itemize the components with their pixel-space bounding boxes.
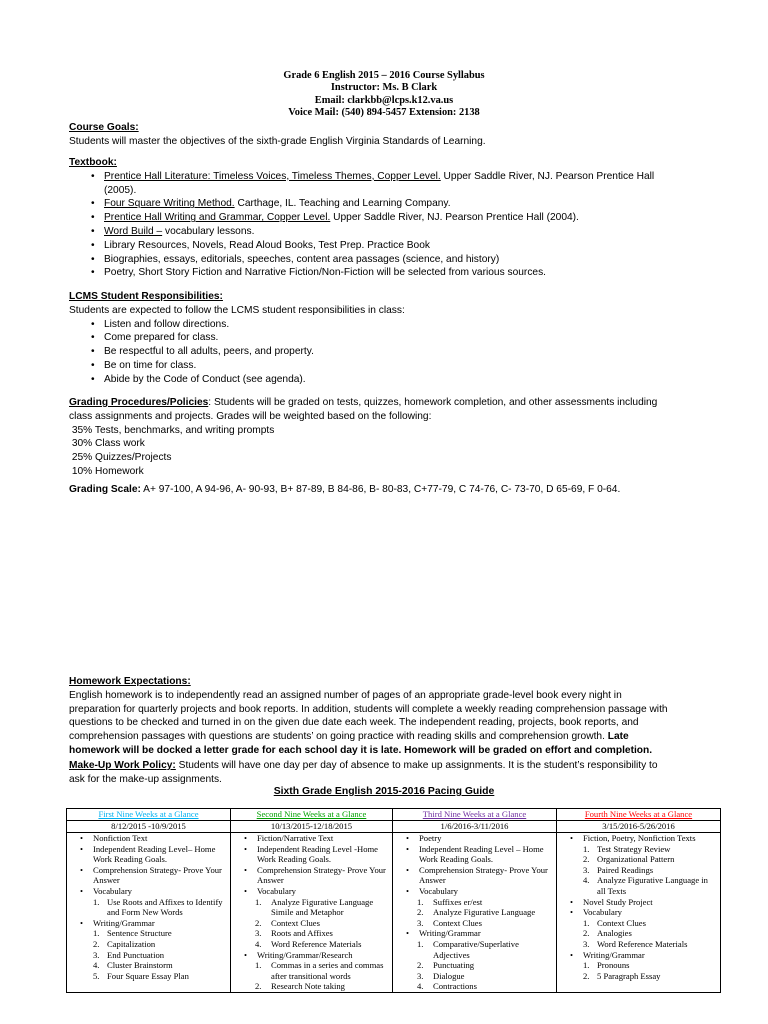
- topic-text: Independent Reading Level – Home Work Reading Goals.: [419, 843, 544, 865]
- list-item: [233, 897, 390, 918]
- item-number: 3.: [93, 949, 100, 960]
- book-details: Upper Saddle River, NJ. Pearson Prentice Hall (2004).: [330, 212, 579, 224]
- item-number: 1.: [93, 928, 100, 939]
- quarter-topics: [67, 833, 231, 993]
- list-item: [233, 886, 390, 897]
- textbook-section: [69, 156, 719, 280]
- list-item: [559, 907, 718, 918]
- item-number: 1.: [255, 960, 262, 971]
- grading-weight: 30% Class work: [69, 438, 145, 450]
- makeup-text: Students will have one day per day of absence to make up assignments. It is the student’s responsibility to: [175, 760, 658, 771]
- grading-weight: 35% Tests, benchmarks, and writing prompts: [69, 424, 275, 436]
- voicemail-line: Voice Mail: (540) 894-5457 Extension: 2138: [288, 107, 480, 118]
- list-item: [395, 907, 554, 918]
- list-item: [69, 197, 719, 211]
- quarter-dates: 3/15/2016-5/26/2016: [557, 821, 721, 833]
- book-title: Four Square Writing Method.: [104, 198, 235, 210]
- topic-text: Analyze Figurative Language in all Texts: [597, 875, 708, 896]
- homework-text: preparation for quarterly projects and book reports. In addition, students will complete a weekly reading comprehension passage with: [69, 703, 668, 715]
- topic-text: Word Reference Materials: [271, 938, 362, 949]
- grading-scale-values: A+ 97-100, A 94-96, A- 90-93, B+ 87-89, B 84-86, B- 80-83, C+77-79, C 74-76, C- 73-70, D 65-69, F 0-64.: [140, 484, 621, 495]
- topic-text: Roots and Affixes: [271, 928, 333, 939]
- list-item: [395, 833, 554, 844]
- item-number: 4.: [583, 875, 590, 886]
- list-item: [69, 844, 228, 865]
- topic-text: Writing/Grammar: [583, 949, 645, 960]
- topic-text: Vocabulary: [257, 885, 296, 896]
- list-item: [69, 266, 719, 280]
- item-number: 2.: [255, 981, 262, 992]
- pacing-guide-table: [66, 808, 721, 993]
- item-number: 2.: [417, 960, 424, 971]
- item-number: 1.: [583, 960, 590, 971]
- item-number: 4.: [255, 938, 262, 949]
- list-item: [395, 960, 554, 971]
- topic-text: 5 Paragraph Essay: [597, 970, 661, 981]
- list-item: [395, 886, 554, 897]
- quarter-topics: [393, 833, 557, 993]
- list-item: [395, 918, 554, 929]
- item-number: 2.: [417, 907, 424, 918]
- topic-text: Suffixes er/est: [433, 896, 483, 907]
- quarter-heading-text: Fourth Nine Weeks at a Glance: [584, 809, 693, 819]
- item-number: 2.: [583, 854, 590, 865]
- book-details: Carthage, IL. Teaching and Learning Company.: [234, 198, 451, 210]
- list-item: [559, 865, 718, 876]
- book-details: Library Resources, Novels, Read Aloud Books, Test Prep. Practice Book: [104, 239, 430, 251]
- pacing-guide-title: Sixth Grade English 2015-2016 Pacing Guide: [273, 786, 495, 797]
- topic-text: Cluster Brainstorm: [107, 960, 173, 971]
- book-details: vocabulary lessons.: [162, 225, 255, 237]
- topic-text: Dialogue: [433, 970, 465, 981]
- book-details: Poetry, Short Story Fiction and Narrative Fiction/Non-Fiction will be selected from various sources.: [104, 267, 547, 279]
- topic-text: End Punctuation: [107, 949, 165, 960]
- topic-text: Capitalization: [107, 938, 156, 949]
- topic-text: Independent Reading Level– Home Work Reading Goals.: [93, 843, 216, 865]
- quarter-heading-third: [393, 809, 557, 821]
- list-item: [559, 897, 718, 908]
- makeup-section: [69, 759, 719, 787]
- homework-heading: Homework Expectations:: [69, 676, 191, 687]
- list-item: • Come prepared for class.: [69, 331, 719, 345]
- instructor-line: Instructor: Ms. B Clark: [330, 82, 438, 93]
- topic-text: Writing/Grammar: [419, 928, 481, 939]
- item-number: 2.: [583, 928, 590, 939]
- grading-heading: Grading Procedures/Policies: [69, 397, 209, 408]
- list-item: [233, 833, 390, 844]
- list-item: [69, 960, 228, 971]
- item-number: 3.: [583, 864, 590, 875]
- topic-text: Use Roots and Affixes to Identify and Form New Words: [107, 896, 223, 918]
- item-number: 4.: [93, 960, 100, 971]
- list-item: [559, 928, 718, 939]
- responsibilities-intro: Students are expected to follow the LCMS student responsibilities in class:: [69, 304, 405, 316]
- quarter-topics: [231, 833, 393, 993]
- makeup-text: ask for the make-up assignments.: [69, 773, 222, 785]
- book-details: (2005).: [104, 184, 137, 196]
- list-item: • Be on time for class.: [69, 359, 719, 373]
- list-item: [69, 971, 228, 982]
- list-item: [233, 950, 390, 961]
- document-title: Grade 6 English 2015 – 2016 Course Syllabus: [283, 70, 485, 81]
- list-item: • Abide by the Code of Conduct (see agenda).: [69, 373, 719, 387]
- list-item: [233, 844, 390, 865]
- item-number: 5.: [93, 970, 100, 981]
- topic-text: Independent Reading Level -Home Work Reading Goals.: [257, 843, 378, 865]
- list-item: [233, 865, 390, 886]
- textbook-list: [69, 170, 719, 280]
- list-item: [395, 971, 554, 982]
- list-item: [559, 971, 718, 982]
- list-item: [395, 928, 554, 939]
- list-item: [559, 844, 718, 855]
- topic-text: Fiction, Poetry, Nonfiction Texts: [583, 833, 696, 843]
- topic-text: Fiction/Narrative Text: [257, 833, 334, 843]
- topic-text: Research Note taking: [271, 981, 345, 992]
- email-line: Email: clarkbb@lcps.k12.va.us: [314, 95, 454, 106]
- grading-text: : Students will be graded on tests, quizzes, homework completion, and other assessments including: [208, 397, 658, 408]
- topic-text: Word Reference Materials: [597, 938, 688, 949]
- topic-text: Writing/Grammar: [93, 917, 155, 928]
- item-number: 3.: [255, 928, 262, 939]
- topic-text: Comprehension Strategy- Prove Your Answer: [93, 864, 222, 886]
- topic-text: Vocabulary: [419, 885, 458, 896]
- topic-text: Contractions: [433, 981, 477, 992]
- responsibilities-list: [69, 318, 719, 387]
- topic-text: Commas in a series and commas after transitional words: [271, 960, 384, 981]
- list-item: [69, 833, 228, 844]
- homework-text: English homework is to independently read an assigned number of pages of an appropriate grade-level book every night in: [69, 689, 622, 701]
- book-title: Word Build –: [104, 225, 163, 237]
- list-item: [233, 939, 390, 950]
- item-number: 2.: [93, 938, 100, 949]
- item-number: 1.: [583, 917, 590, 928]
- topic-text: Paired Readings: [597, 864, 654, 875]
- book-title: Prentice Hall Writing and Grammar, Copper Level.: [104, 212, 331, 224]
- topic-text: Four Square Essay Plan: [107, 970, 189, 981]
- item-number: 1.: [583, 843, 590, 854]
- list-item: [69, 865, 228, 886]
- homework-late-policy: homework will be docked a letter grade for each school day it is late. Homework will be graded on effort and completion.: [69, 744, 653, 756]
- makeup-heading: Make-Up Work Policy:: [69, 760, 176, 771]
- topic-text: Comprehension Strategy- Prove Your Answer: [419, 864, 548, 886]
- homework-late-policy: Late: [604, 731, 629, 743]
- item-number: 1.: [255, 896, 262, 907]
- topic-text: Vocabulary: [93, 885, 132, 896]
- list-item: [69, 918, 228, 929]
- topic-text: Context Clues: [271, 917, 320, 928]
- list-item: [69, 897, 228, 918]
- item-number: 3.: [583, 938, 590, 949]
- topic-text: Punctuating: [433, 960, 475, 971]
- book-title: Prentice Hall Literature: Timeless Voices, Timeless Themes, Copper Level.: [104, 170, 441, 182]
- list-item: [69, 211, 719, 225]
- table-row: [67, 821, 721, 833]
- grading-scale: [69, 483, 719, 497]
- list-item: [69, 939, 228, 950]
- quarter-heading-text: Third Nine Weeks at a Glance: [422, 809, 527, 819]
- book-details: Upper Saddle River, NJ. Pearson Prentice Hall: [440, 170, 655, 182]
- course-goals-text: Students will master the objectives of the sixth-grade English Virginia Standards of Learning.: [69, 135, 486, 147]
- topic-text: Novel Study Project: [583, 896, 653, 907]
- grading-scale-label: Grading Scale:: [69, 484, 141, 495]
- list-item: [69, 886, 228, 897]
- topic-text: Context Clues: [597, 917, 646, 928]
- topic-text: Organizational Pattern: [597, 854, 675, 865]
- list-item: • Be respectful to all adults, peers, and property.: [69, 345, 719, 359]
- list-item: [233, 928, 390, 939]
- list-item: [69, 928, 228, 939]
- item-number: 4.: [417, 981, 424, 992]
- item-number: 2.: [583, 970, 590, 981]
- table-row: [67, 833, 721, 993]
- list-item: [559, 939, 718, 950]
- quarter-dates: 10/13/2015-12/18/2015: [231, 821, 393, 833]
- list-item: [559, 854, 718, 865]
- grading-section: [69, 396, 719, 479]
- quarter-dates: 8/12/2015 -10/9/2015: [67, 821, 231, 833]
- grading-weight: 25% Quizzes/Projects: [69, 452, 172, 464]
- quarter-heading-second: [231, 809, 393, 821]
- list-item: [559, 950, 718, 961]
- topic-text: Context Clues: [433, 917, 482, 928]
- topic-text: Vocabulary: [583, 907, 622, 918]
- item-number: 1.: [417, 938, 424, 949]
- list-item: [559, 960, 718, 971]
- list-item: [559, 833, 718, 844]
- quarter-heading-text: First Nine Weeks at a Glance: [98, 809, 199, 819]
- list-item: [395, 897, 554, 908]
- list-item: [395, 981, 554, 992]
- table-row: [67, 809, 721, 821]
- book-details: Biographies, essays, editorials, speeches, content area passages (science, and history): [104, 253, 500, 265]
- item-number: 3.: [417, 917, 424, 928]
- course-goals-section: [69, 121, 719, 149]
- list-item: [395, 865, 554, 886]
- list-item: [395, 844, 554, 865]
- topic-text: Sentence Structure: [107, 928, 172, 939]
- list-item: [559, 875, 718, 896]
- homework-text: questions to be checked and turned in on the given due date each week. The independent reading, projects, book reports, and: [69, 717, 639, 729]
- course-goals-heading: Course Goals:: [69, 122, 139, 133]
- list-item: [69, 239, 719, 253]
- responsibilities-section: [69, 290, 719, 387]
- item-number: 3.: [417, 970, 424, 981]
- list-item: [69, 170, 719, 198]
- item-number: 1.: [93, 896, 100, 907]
- list-item: [233, 918, 390, 929]
- topic-text: Test Strategy Review: [597, 843, 671, 854]
- list-item: [233, 960, 390, 981]
- topic-text: Pronouns: [597, 960, 630, 971]
- quarter-dates: 1/6/2016-3/11/2016: [393, 821, 557, 833]
- grading-text: class assignments and projects. Grades will be weighted based on the following:: [69, 410, 432, 422]
- item-number: 1.: [417, 896, 424, 907]
- list-item: [395, 939, 554, 960]
- list-item: [69, 225, 719, 239]
- list-item: [69, 253, 719, 267]
- list-item: • Listen and follow directions.: [69, 318, 719, 332]
- topic-text: Writing/Grammar/Research: [257, 949, 353, 960]
- list-item: [559, 918, 718, 929]
- quarter-heading-first: [67, 809, 231, 821]
- topic-text: Analyze Figurative Language: [433, 907, 536, 918]
- topic-text: Analogies: [597, 928, 632, 939]
- responsibilities-heading: LCMS Student Responsibilities:: [69, 291, 223, 302]
- topic-text: Analyze Figurative Language Simile and Metaphor: [271, 896, 374, 918]
- topic-text: Comprehension Strategy- Prove Your Answer: [257, 864, 386, 886]
- topic-text: Nonfiction Text: [93, 833, 148, 843]
- homework-section: [69, 675, 719, 758]
- grading-weight: 10% Homework: [69, 465, 144, 477]
- quarter-heading-fourth: [557, 809, 721, 821]
- quarter-heading-text: Second Nine Weeks at a Glance: [256, 809, 367, 819]
- textbook-heading: Textbook:: [69, 157, 117, 168]
- topic-text: Comparative/Superlative Adjectives: [433, 938, 519, 960]
- list-item: [233, 981, 390, 992]
- homework-text: comprehension passages with questions are students’ on going practice with reading skills and comprehension growth.: [69, 731, 605, 743]
- item-number: 2.: [255, 917, 262, 928]
- topic-text: Poetry: [419, 833, 442, 843]
- list-item: [69, 950, 228, 961]
- quarter-topics: [557, 833, 721, 993]
